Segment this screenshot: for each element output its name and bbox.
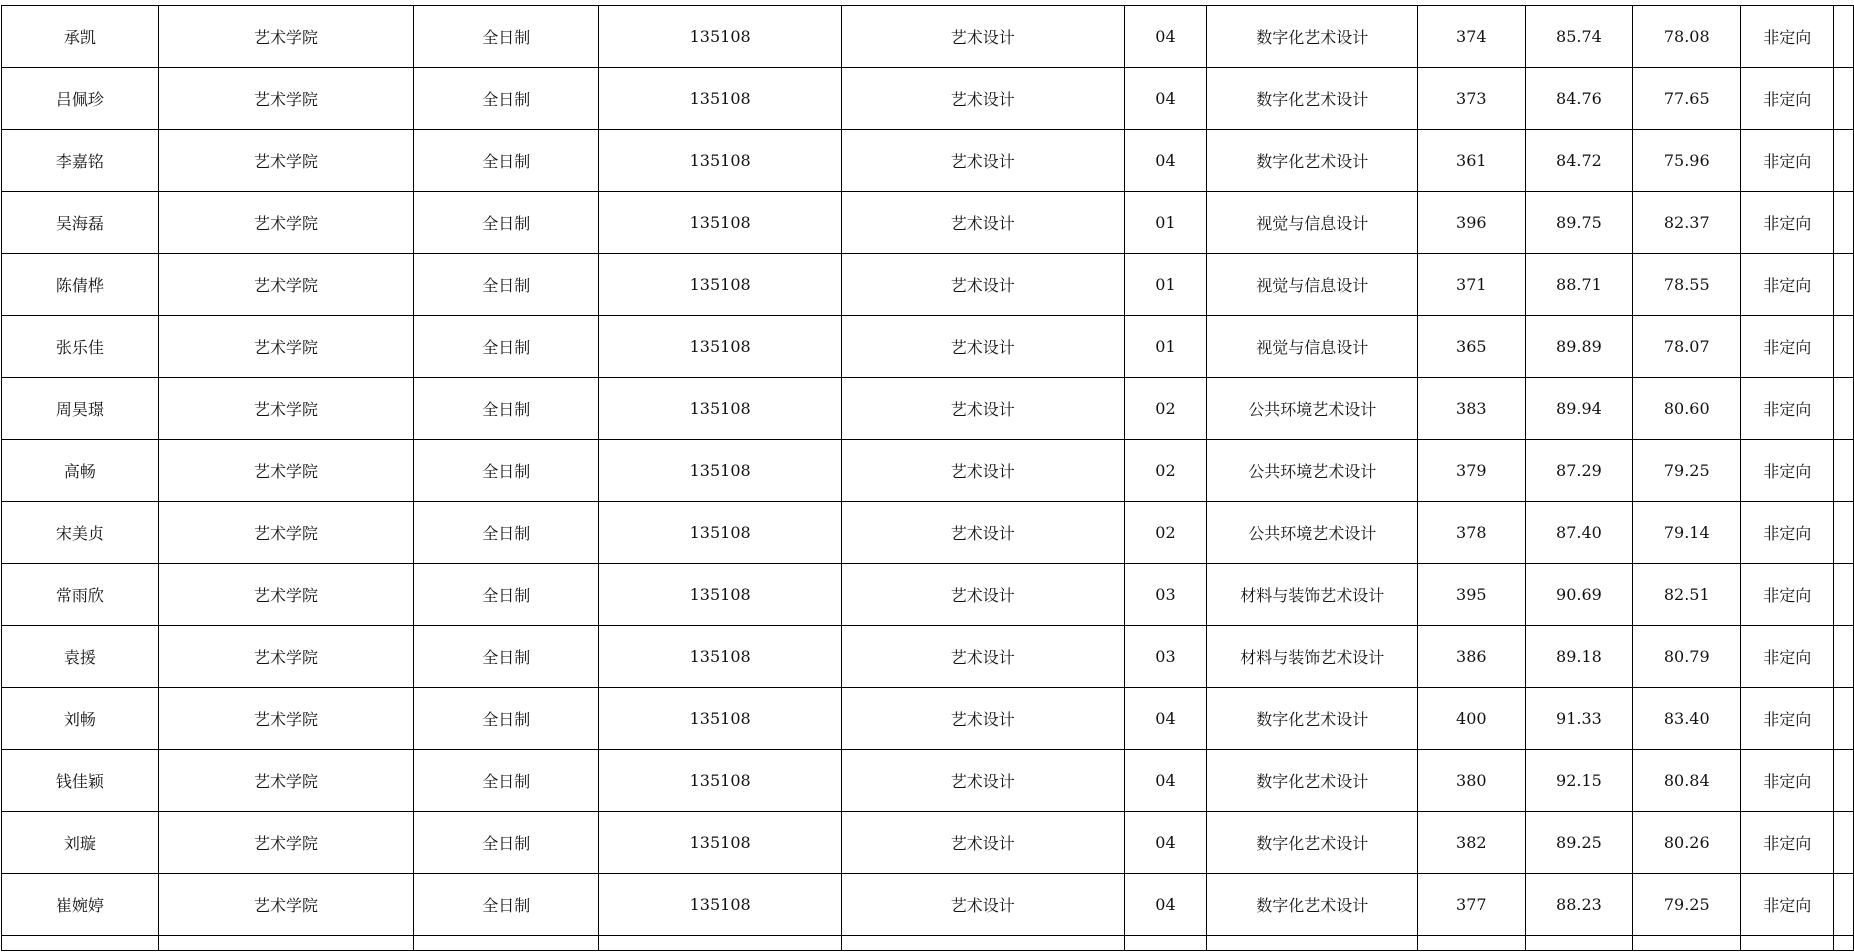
study-mode-cell: 全日制 <box>414 750 599 812</box>
total-score-cell: 77.65 <box>1633 68 1741 130</box>
retest-score-cell: 88.23 <box>1525 874 1633 936</box>
direction-code-cell: 01 <box>1124 254 1207 316</box>
clipped-column-cell <box>1834 564 1854 626</box>
clipped-column-cell <box>1834 626 1854 688</box>
table-row <box>2 440 1854 502</box>
study-mode-cell: 全日制 <box>414 440 599 502</box>
preliminary-score-cell: 379 <box>1418 440 1526 502</box>
retest-score-cell: 89.18 <box>1525 626 1633 688</box>
total-score-cell: 82.37 <box>1633 192 1741 254</box>
student-name-cell: 袁援 <box>2 626 159 688</box>
table-row <box>2 564 1854 626</box>
college-cell: 艺术学院 <box>158 68 413 130</box>
preliminary-score-cell: 396 <box>1418 192 1526 254</box>
preliminary-score-cell: 400 <box>1418 688 1526 750</box>
clipped-column-cell <box>1834 812 1854 874</box>
preliminary-score-cell: 377 <box>1418 874 1526 936</box>
clipped-column-cell <box>1834 378 1854 440</box>
major-name-cell: 艺术设计 <box>841 68 1124 130</box>
college-cell: 艺术学院 <box>158 130 413 192</box>
table-cell <box>1834 936 1854 951</box>
study-mode-cell: 全日制 <box>414 192 599 254</box>
training-type-cell: 非定向 <box>1741 812 1834 874</box>
major-name-cell: 艺术设计 <box>841 750 1124 812</box>
retest-score-cell: 87.29 <box>1525 440 1633 502</box>
table-cell <box>1124 936 1207 951</box>
training-type-cell: 非定向 <box>1741 874 1834 936</box>
table-cell <box>1418 936 1526 951</box>
major-name-cell: 艺术设计 <box>841 6 1124 68</box>
direction-code-cell: 04 <box>1124 688 1207 750</box>
total-score-cell: 80.60 <box>1633 378 1741 440</box>
major-name-cell: 艺术设计 <box>841 688 1124 750</box>
table-row <box>2 750 1854 812</box>
preliminary-score-cell: 383 <box>1418 378 1526 440</box>
direction-code-cell: 03 <box>1124 626 1207 688</box>
retest-score-cell: 88.71 <box>1525 254 1633 316</box>
table-cell <box>599 936 841 951</box>
preliminary-score-cell: 361 <box>1418 130 1526 192</box>
direction-code-cell: 04 <box>1124 68 1207 130</box>
preliminary-score-cell: 378 <box>1418 502 1526 564</box>
table-row <box>2 192 1854 254</box>
direction-name-cell: 数字化艺术设计 <box>1207 812 1418 874</box>
retest-score-cell: 89.75 <box>1525 192 1633 254</box>
training-type-cell: 非定向 <box>1741 68 1834 130</box>
study-mode-cell: 全日制 <box>414 688 599 750</box>
preliminary-score-cell: 365 <box>1418 316 1526 378</box>
major-name-cell: 艺术设计 <box>841 316 1124 378</box>
retest-score-cell: 84.72 <box>1525 130 1633 192</box>
major-code-cell: 135108 <box>599 564 841 626</box>
retest-score-cell: 89.94 <box>1525 378 1633 440</box>
college-cell: 艺术学院 <box>158 316 413 378</box>
clipped-column-cell <box>1834 254 1854 316</box>
retest-score-cell: 91.33 <box>1525 688 1633 750</box>
direction-code-cell: 01 <box>1124 192 1207 254</box>
study-mode-cell: 全日制 <box>414 254 599 316</box>
preliminary-score-cell: 373 <box>1418 68 1526 130</box>
direction-code-cell: 02 <box>1124 440 1207 502</box>
college-cell: 艺术学院 <box>158 254 413 316</box>
direction-name-cell: 视觉与信息设计 <box>1207 192 1418 254</box>
major-code-cell: 135108 <box>599 502 841 564</box>
total-score-cell: 78.07 <box>1633 316 1741 378</box>
clipped-column-cell <box>1834 750 1854 812</box>
table-row <box>2 130 1854 192</box>
direction-name-cell: 数字化艺术设计 <box>1207 130 1418 192</box>
major-code-cell: 135108 <box>599 688 841 750</box>
table-cell <box>1525 936 1633 951</box>
training-type-cell: 非定向 <box>1741 440 1834 502</box>
student-name-cell: 刘璇 <box>2 812 159 874</box>
total-score-cell: 80.84 <box>1633 750 1741 812</box>
table-row <box>2 874 1854 936</box>
major-name-cell: 艺术设计 <box>841 130 1124 192</box>
college-cell: 艺术学院 <box>158 378 413 440</box>
direction-name-cell: 数字化艺术设计 <box>1207 688 1418 750</box>
table-row <box>2 812 1854 874</box>
direction-name-cell: 数字化艺术设计 <box>1207 750 1418 812</box>
major-name-cell: 艺术设计 <box>841 812 1124 874</box>
major-code-cell: 135108 <box>599 6 841 68</box>
training-type-cell: 非定向 <box>1741 316 1834 378</box>
table-row <box>2 626 1854 688</box>
table-cell <box>841 936 1124 951</box>
major-code-cell: 135108 <box>599 874 841 936</box>
total-score-cell: 80.79 <box>1633 626 1741 688</box>
training-type-cell: 非定向 <box>1741 750 1834 812</box>
study-mode-cell: 全日制 <box>414 68 599 130</box>
major-code-cell: 135108 <box>599 378 841 440</box>
major-code-cell: 135108 <box>599 192 841 254</box>
preliminary-score-cell: 395 <box>1418 564 1526 626</box>
student-name-cell: 承凯 <box>2 6 159 68</box>
table-row <box>2 378 1854 440</box>
study-mode-cell: 全日制 <box>414 626 599 688</box>
college-cell: 艺术学院 <box>158 626 413 688</box>
study-mode-cell: 全日制 <box>414 564 599 626</box>
retest-score-cell: 92.15 <box>1525 750 1633 812</box>
study-mode-cell: 全日制 <box>414 6 599 68</box>
direction-name-cell: 公共环境艺术设计 <box>1207 378 1418 440</box>
retest-score-cell: 85.74 <box>1525 6 1633 68</box>
direction-name-cell: 数字化艺术设计 <box>1207 6 1418 68</box>
clipped-column-cell <box>1834 316 1854 378</box>
student-name-cell: 李嘉铭 <box>2 130 159 192</box>
student-name-cell: 陈倩桦 <box>2 254 159 316</box>
major-name-cell: 艺术设计 <box>841 440 1124 502</box>
clipped-column-cell <box>1834 68 1854 130</box>
training-type-cell: 非定向 <box>1741 254 1834 316</box>
table-row <box>2 688 1854 750</box>
table-cell <box>1633 936 1741 951</box>
direction-code-cell: 02 <box>1124 502 1207 564</box>
student-name-cell: 刘畅 <box>2 688 159 750</box>
table-row <box>2 68 1854 130</box>
student-name-cell: 吕佩珍 <box>2 68 159 130</box>
college-cell: 艺术学院 <box>158 564 413 626</box>
major-code-cell: 135108 <box>599 626 841 688</box>
preliminary-score-cell: 382 <box>1418 812 1526 874</box>
clipped-column-cell <box>1834 192 1854 254</box>
table-cell <box>414 936 599 951</box>
direction-code-cell: 04 <box>1124 130 1207 192</box>
major-name-cell: 艺术设计 <box>841 626 1124 688</box>
direction-name-cell: 数字化艺术设计 <box>1207 874 1418 936</box>
college-cell: 艺术学院 <box>158 812 413 874</box>
total-score-cell: 82.51 <box>1633 564 1741 626</box>
clipped-column-cell <box>1834 874 1854 936</box>
major-name-cell: 艺术设计 <box>841 192 1124 254</box>
clipped-column-cell <box>1834 440 1854 502</box>
training-type-cell: 非定向 <box>1741 502 1834 564</box>
major-code-cell: 135108 <box>599 812 841 874</box>
student-name-cell: 张乐佳 <box>2 316 159 378</box>
direction-name-cell: 视觉与信息设计 <box>1207 316 1418 378</box>
direction-name-cell: 材料与装饰艺术设计 <box>1207 564 1418 626</box>
direction-name-cell: 公共环境艺术设计 <box>1207 440 1418 502</box>
table-row <box>2 502 1854 564</box>
table-cell <box>158 936 413 951</box>
clipped-column-cell <box>1834 6 1854 68</box>
clipped-column-cell <box>1834 130 1854 192</box>
student-name-cell: 常雨欣 <box>2 564 159 626</box>
table-cell <box>1741 936 1834 951</box>
direction-name-cell: 视觉与信息设计 <box>1207 254 1418 316</box>
major-code-cell: 135108 <box>599 254 841 316</box>
direction-name-cell: 公共环境艺术设计 <box>1207 502 1418 564</box>
admission-list-table <box>1 5 1854 951</box>
table-cell <box>1207 936 1418 951</box>
college-cell: 艺术学院 <box>158 874 413 936</box>
table-row-partial <box>2 936 1854 951</box>
total-score-cell: 79.25 <box>1633 874 1741 936</box>
total-score-cell: 78.08 <box>1633 6 1741 68</box>
direction-code-cell: 02 <box>1124 378 1207 440</box>
study-mode-cell: 全日制 <box>414 316 599 378</box>
direction-code-cell: 04 <box>1124 6 1207 68</box>
table-cell <box>2 936 159 951</box>
major-code-cell: 135108 <box>599 750 841 812</box>
college-cell: 艺术学院 <box>158 502 413 564</box>
table-row <box>2 254 1854 316</box>
total-score-cell: 83.40 <box>1633 688 1741 750</box>
student-name-cell: 周昊璟 <box>2 378 159 440</box>
table-row <box>2 316 1854 378</box>
college-cell: 艺术学院 <box>158 6 413 68</box>
training-type-cell: 非定向 <box>1741 130 1834 192</box>
college-cell: 艺术学院 <box>158 750 413 812</box>
major-name-cell: 艺术设计 <box>841 874 1124 936</box>
direction-code-cell: 04 <box>1124 812 1207 874</box>
study-mode-cell: 全日制 <box>414 130 599 192</box>
study-mode-cell: 全日制 <box>414 502 599 564</box>
student-name-cell: 崔婉婷 <box>2 874 159 936</box>
student-name-cell: 吴海磊 <box>2 192 159 254</box>
student-name-cell: 高畅 <box>2 440 159 502</box>
retest-score-cell: 89.89 <box>1525 316 1633 378</box>
major-code-cell: 135108 <box>599 130 841 192</box>
clipped-column-cell <box>1834 688 1854 750</box>
training-type-cell: 非定向 <box>1741 192 1834 254</box>
retest-score-cell: 89.25 <box>1525 812 1633 874</box>
study-mode-cell: 全日制 <box>414 874 599 936</box>
preliminary-score-cell: 374 <box>1418 6 1526 68</box>
direction-name-cell: 数字化艺术设计 <box>1207 68 1418 130</box>
direction-name-cell: 材料与装饰艺术设计 <box>1207 626 1418 688</box>
major-code-cell: 135108 <box>599 316 841 378</box>
major-name-cell: 艺术设计 <box>841 564 1124 626</box>
study-mode-cell: 全日制 <box>414 378 599 440</box>
training-type-cell: 非定向 <box>1741 378 1834 440</box>
college-cell: 艺术学院 <box>158 192 413 254</box>
total-score-cell: 79.14 <box>1633 502 1741 564</box>
major-name-cell: 艺术设计 <box>841 254 1124 316</box>
student-name-cell: 宋美贞 <box>2 502 159 564</box>
major-name-cell: 艺术设计 <box>841 378 1124 440</box>
table-body <box>2 6 1854 951</box>
total-score-cell: 78.55 <box>1633 254 1741 316</box>
retest-score-cell: 84.76 <box>1525 68 1633 130</box>
direction-code-cell: 03 <box>1124 564 1207 626</box>
training-type-cell: 非定向 <box>1741 626 1834 688</box>
training-type-cell: 非定向 <box>1741 564 1834 626</box>
major-code-cell: 135108 <box>599 68 841 130</box>
major-code-cell: 135108 <box>599 440 841 502</box>
training-type-cell: 非定向 <box>1741 6 1834 68</box>
training-type-cell: 非定向 <box>1741 688 1834 750</box>
clipped-column-cell <box>1834 502 1854 564</box>
total-score-cell: 75.96 <box>1633 130 1741 192</box>
total-score-cell: 80.26 <box>1633 812 1741 874</box>
direction-code-cell: 04 <box>1124 874 1207 936</box>
table-row <box>2 6 1854 68</box>
college-cell: 艺术学院 <box>158 440 413 502</box>
preliminary-score-cell: 371 <box>1418 254 1526 316</box>
direction-code-cell: 01 <box>1124 316 1207 378</box>
preliminary-score-cell: 380 <box>1418 750 1526 812</box>
retest-score-cell: 90.69 <box>1525 564 1633 626</box>
college-cell: 艺术学院 <box>158 688 413 750</box>
total-score-cell: 79.25 <box>1633 440 1741 502</box>
major-name-cell: 艺术设计 <box>841 502 1124 564</box>
preliminary-score-cell: 386 <box>1418 626 1526 688</box>
retest-score-cell: 87.40 <box>1525 502 1633 564</box>
study-mode-cell: 全日制 <box>414 812 599 874</box>
direction-code-cell: 04 <box>1124 750 1207 812</box>
student-name-cell: 钱佳颖 <box>2 750 159 812</box>
